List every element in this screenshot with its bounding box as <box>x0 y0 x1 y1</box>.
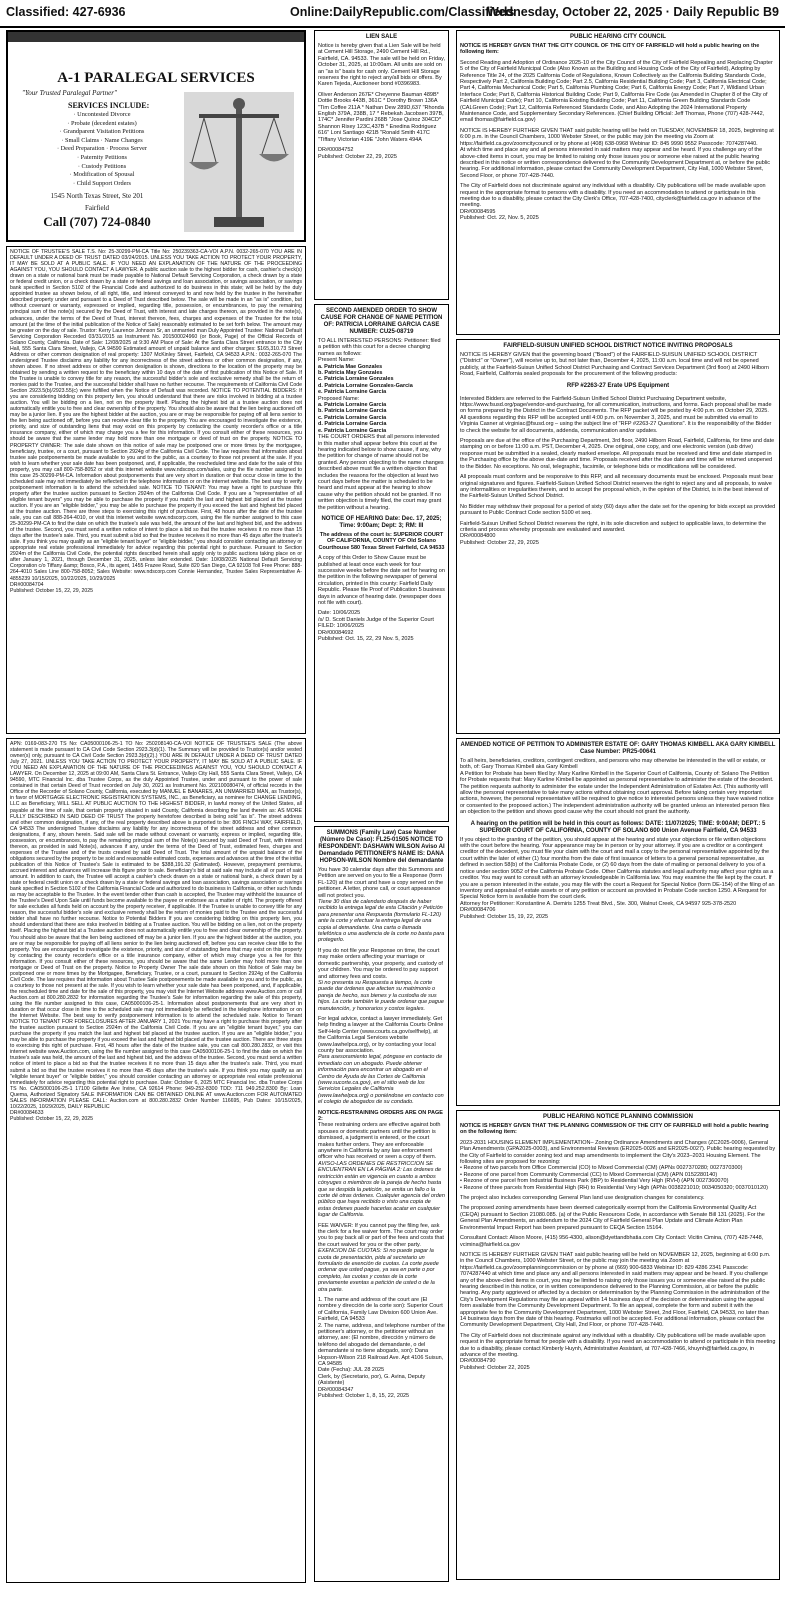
notice-id: DR#00084633 <box>10 1109 44 1116</box>
summons-p5-es: EXENCIÓN DE CUOTAS: Si no puede pagar la cuota de presentación, pida al secretario un formulario de exención de cuotas. La corte puede ordenar que usted pague, ya sea en parte o por completo, las cuotas y costas de la corte previamente exentas a petición de usted o de la otra parte. <box>318 1248 439 1293</box>
pr-attorney: Attorney for Petitioner: Konstantine A. Demiris 1255 Treat Blvd., Ste. 300, Walnut Creek, CA 94597 925-378-2520 <box>460 900 737 907</box>
pr-hearing: A hearing on the petition will be held in this court as follows: DATE: 11/07/2025; TIME: 9:00AM; DEPT.: 5 SUPERIOR COURT OF CALIFORNIA, COUNTY OF SOLANO 600 Union Avenue Fairfield, CA 94533 <box>470 820 766 834</box>
ad-service: · Child Support Orders <box>73 179 131 187</box>
notice-published: Published: October 22, 29, 2025 <box>460 539 539 546</box>
pc-p4: The proposed zoning amendments have been deemed categorically exempt from the California Environmental Quality Act (CEQA) pursuant to Section 21080.085. (a) of the Public Resources Code, in accordance with Senate Bill 131 (2025). For the General Plan Amendments, an addendum to the 2024 City of Fairfield General Plan Update and Climate Action Plan Environmental Impact Report has been prepared pursuant to CEQA Section 15164. <box>460 1205 765 1231</box>
ad-service: · Uncontested Divorce <box>73 111 131 118</box>
pr-p2: A Petition for Probate has been filed by: Mary Karline Kimbell in the Superior Court of California, County of: Solano The Petition for Probate requests that: Mary Karline Kimbell be appointed as personal representative to administer the estate of the decedent. The petition requests authority to administer the estate under the Independent Administration of Estates Act. (This authority will allow the personal representative to take many actions without obtaining court approval. Before taking certain very important actions, however, the personal representative will be required to give notice to interested persons unless they have waived notice or consented to the proposed action.) The independent administration authority will be granted unless an interested person files an objection to the petition and shows good cause why the court should not grant the authority. <box>460 770 774 816</box>
page-header <box>0 0 785 28</box>
ad-service: · Paternity Petitions <box>76 153 128 161</box>
ad-service: · Grandparent Visitation Petitions <box>59 128 145 136</box>
column-b <box>314 30 449 1595</box>
paralegal-ad <box>6 30 306 242</box>
summons-p4: These restraining orders are effective against both spouses or domestic partners until the petition is dismissed, a judgment is entered, or the court makes further orders. They are enforceable anywhere in California by any law enforcement officer who has received or seen a copy of them. <box>318 1122 441 1161</box>
notice-id: DR#00084790 <box>460 1358 496 1365</box>
fs-p4: All proposals must conform and be responsive to this RFP, and all necessary documents must be enclosed. Proposals must bear original signatures and figures. Fairfield-Suisun Unified School District reserves the right to reject any and all proposals, to waive any informalities or irregularities therein, and to accept the proposal which, in the opinion of the District, is in the best interest of the Fairfield-Suisun Unified School District. <box>460 474 774 500</box>
notice-body: Notice is hereby given that a Lien Sale will be held at Cement Hill Storage, 2490 Cement Hill Rd., Fairfield, CA. 94533. The sale will be held on Friday, October 31, 2025, at 10:00am. All units are sold on an "as is" basis for cash only. Cement Hill Storage reserves the right to reject any/all bids or offers. By Karen Tejeda, Auctioneer bond #0396983. <box>318 43 445 88</box>
notice-published: Published: October 15, 19, 22, 2025 <box>460 913 549 920</box>
notice-title: SUMMONS (Family Law) Case Number (Número De Caso): FL25-01505 NOTICE TO RESPONDENT: DASHAWN WILSON Aviso Al Demandado PETITIONER'S NAME IS: DANA HOPSON-WILSON Nombre del demandante <box>318 830 445 864</box>
pc-site: • Rezone of one parcel from Industrial Business Park (IBP) to Residential Very High (RVH) (APN 0027360070) <box>460 1178 729 1185</box>
notice-id: DR#00084752 <box>318 147 354 154</box>
summons-p2: If you do not file your Response on time, the court may make orders affecting your marriage or domestic partnership, your property, and custody of your children. You may be ordered to pay support and attorney fees and costs. <box>318 947 443 980</box>
summons-p3: For legal advice, contact a lawyer immediately. Get help finding a lawyer at the California Courts Online Self-Help Center (www.courts.ca.gov/selfhelp), at the California Legal Services website (www.lawhelpca.org), or by contacting your local county bar association. <box>318 1015 444 1054</box>
present-name: c. Patricia Lorraine Gonzales <box>318 376 394 383</box>
trustee-sale-notice-2 <box>6 738 306 1583</box>
summons-p4-es: AVISO-LAS ÓRDENES DE RESTRICCIÓN SE ENCUENTRAN EN LA PÁGINA 2: Las órdenes de restricción están en vigencia en cuanto a ambos cónyuges o miembros de la pareja de hecho hasta que se despida la petición, se emita un fallo o la corte dé otras órdenes. Cualquier agencia del orden público que haya recibido o visto una copia de estas órdenes puede hacerlas acatar en cualquier lugar de California. <box>318 1160 445 1219</box>
present-name: b. Patricia May Gonzales <box>318 370 383 377</box>
present-name: a. Patricia Mae Gonzales <box>318 363 383 370</box>
issue-date: Wednesday, October 22, 2025 · Daily Republic B9 <box>486 5 779 19</box>
pc-p5: Consultant Contact: Alison Moore, (415) 956-4300, alison@dyettandbhatia.com City Contact: Vicitin Cimina, (707) 428-7448, vcimina@fairfield.ca.gov <box>460 1235 764 1248</box>
ph-p1: NOTICE IS HEREBY GIVEN THAT THE CITY COUNCIL OF THE CITY OF FAIRFIELD will hold a public hearing on the following item: <box>460 43 760 56</box>
hearing-title: NOTICE OF HEARING Date: Dec. 17, 2025; Time: 9:00am; Dept: 3; RM: III <box>321 515 442 529</box>
notice-id: DR#00084595 <box>460 208 496 215</box>
osc-body: THE COURT ORDERS that all persons interested in this matter shall appear before this court at the hearing indicated below to show cause, if any, why the petition for change of name should not be granted. Any person objecting to the name changes described above must file a written objection that includes the reasons for the objection at least two court days before the matter is scheduled to be heard and must appear at the hearing to show cause why the petition should not be granted. If no written objection is timely filed, the court may grant the petition without a hearing. <box>318 434 444 511</box>
name-change-notice <box>314 304 449 822</box>
osc-judge: /s/ D. Scott Daniels Judge of the Superior Court FILED: 10/06/2025 <box>318 616 434 630</box>
column-c <box>456 30 780 1595</box>
notice-title: PUBLIC HEARING CITY COUNCIL <box>570 34 666 40</box>
rfp-title: RFP #2263-27 Erate UPS Equipment <box>566 382 670 389</box>
fs-p6: Fairfield-Suisun Unified School District reserves the right, in its sole discretion and subject to applicable laws, to determine the criteria and process whereby proposals are evaluated and awarded. <box>460 520 767 533</box>
notice-body: APN: 0169-083-270 TS No: CA05000106-25-1 TO No: 250208140-CA-VOI NOTICE OF TRUSTEE'S SALE (The above statement is made pursuant to CA Civil Code Section 2923.3(d)(1). The Summary will be provided to Trustor(s) and/or vested owner(s) only, pursuant to CA Civil Code Section 2923.3(d)(2).) YOU ARE IN DEFAULT UNDER A DEED OF TRUST DATED July 27, 2021. UNLESS YOU TAKE ACTION TO PROTECT YOUR PROPERTY, IT MAY BE SOLD AT A PUBLIC SALE. IF YOU NEED AN EXPLANATION OF THE NATURE OF THE PROCEEDINGS AGAINST YOU, YOU SHOULD CONTACT A LAWYER. On December 12, 2025 at 09:00 AM, Santa Clara St. Entrance, Vallejo City Hall, 555 Santa Clara Street, Vallejo, CA 94590, MTC Financial Inc. dba Trustee Corps, as the duly Appointed Trustee, under and pursuant to the power of sale contained in that certain Deed of Trust recorded on July 30, 2021 as Instrument No. 202100080474, of official records in the Office of the Recorder of Solano County, California, executed by MANUEL E BANARES, AN UNMARRIED MAN, as Trustor(s), in favor of MORTGAGE ELECTRONIC REGISTRATION SYSTEMS, INC., as Beneficiary, as nominee for CHANGE LENDING, LLC as Beneficiary, WILL SELL AT PUBLIC AUCTION TO THE HIGHEST BIDDER, in lawful money of the United States, all payable at the time of sale, that certain property situated in said County, California describing the land therein as: AS MORE FULLY DESCRIBED IN SAID DEED OF TRUST The property heretofore described is being sold "as is". The street address and other common designation, if any, of the real property described above is purported to be: 806 FINCH WAY, FAIRFIELD, CA 94533 The undersigned Trustee disclaims any liability for any incorrectness of the street address and other common designations, if any, shown herein. Said sale will be made without covenant or warranty, express or implied, regarding title, possession, or encumbrances, to pay the remaining principal sum of the Note(s) secured by said Deed of Trust, with interest thereon, as provided in said Note(s), advances if any, under the terms of the Deed of Trust, estimated fees, charges and expenses of the Trustee and of the trusts created by said Deed of Trust. The total amount of the unpaid balance of the obligations secured by the property to be sold and reasonable estimated costs, expenses and advances at the time of the initial publication of this Notice of Trustee's Sale is estimated to be $388,191.32 (Estimated). However, prepayment premiums, accrued interest and advances will increase this figure prior to sale. Beneficiary's bid at said sale may include all or part of said amount. In addition to cash, the Trustee will accept a cashier's check drawn on a state or national bank, a check drawn by a state or federal credit union or a check drawn by a state or federal savings and loan association, savings association or savings bank specified in Section 5102 of the California Financial Code and authorized to do business in California, or other such funds as may be acceptable to the Trustee. In the event tender other than cash is accepted, the Trustee may withhold the issuance of the Trustee's Deed Upon Sale until funds become available to the payee or endorsee as a matter of right. The property offered for sale excludes all funds held on account by the property receiver, if applicable. If the Trustee is unable to convey title for any reason, the successful bidder's sole and exclusive remedy shall be the return of monies paid to the Trustee and the successful bidder shall have no further recourse. Notice to Potential Bidders If you are considering bidding on this property lien, you should understand that there are risks involved in bidding at a Trustee auction. You will be bidding on a lien, not on the property itself. Placing the highest bid at a Trustee auction does not automatically entitle you to free and clear ownership of the property. You should also be aware that the lien being auctioned off may be a junior lien. If you are the highest bidder at the auction, you are or may be responsible for paying off all liens senior to the lien being auctioned off, before you can receive clear title to the property. You are encouraged to investigate the existence, priority, and size of outstanding liens that may exist on this property by contacting the county recorder's office or a title insurance company, either of which may charge you a fee for this information. If you consult either of these resources, you should be aware that the same Lender may hold more than one mortgage or Deed of Trust on the property. Notice to Property Owner The sale date shown on this Notice of Sale may be postponed one or more times by the Mortgagee, Beneficiary, Trustee, or a court, pursuant to Section 2924g of the California Civil Code. The law requires that information about Trustee Sale postponements be made available to you and to the public, as a courtesy to those not present at the sale. If you wish to learn whether your sale date has been postponed, and, if applicable, the rescheduled time and date for the sale of this property, you may visit the Internet Website address www.Auction.com or call Auction.com at 800.280.2832 for information regarding the Trustee's Sale for information regarding the sale of this property, using the file number assigned to this case, CA05000106-25-1. Information about postponements that are very short in duration or that occur close in time to the scheduled sale may not immediately be reflected in the telephone information or on the Internet Website. The best way to verify postponement information is to attend the scheduled sale. Notice to Tenant NOTICE TO TENANT FOR FORECLOSURES AFTER JANUARY 1, 2021 You may have a right to purchase this property after the trustee auction pursuant to Section 2924m of the California Civil Code. If you are an "eligible tenant buyer," you can purchase the property if you match the last and highest bid placed at the trustee auction. If you are an "eligible bidder," you may be able to purchase the property if you exceed the last and highest bid placed at the trustee auction. There are three steps to exercising this right of purchase. First, 48 hours after the date of the trustee sale, you can call 800.280.2832, or visit this internet website www.Auction.com, using the file number assigned to this case CA05000106-25-1 to find the date on which the trustee's sale was held, the amount of the last and highest bid, and the address of the trustee. Second, you must send a written notice of intent to place a bid so that the trustee receives it no more than 15 days after the trustee's sale. Third, you must submit a bid so that the trustee receives it no more than 45 days after the trustee's sale. If you think you may qualify as an "eligible tenant buyer" or "eligible bidder," you should consider contacting an attorney or appropriate real estate professional immediately for advice regarding this potential right to purchase. Date: October 6, 2025 MTC Financial Inc. dba Trustee Corps TS No. CA05000106-25-1 17100 Gillette Ave Irvine, CA 92614 Phone: 949-252-8300 TDD: 711 949.252.8300 By: Loan Quema, Authorized Signatory SALE INFORMATION CAN BE OBTAINED ONLINE AT www.Auction.com FOR AUTOMATED SALES INFORMATION PLEASE CALL: Auction.com at 800.280.2832 Order Number 116695, Pub Dates: 10/15/2025, 10/22/2025, 10/29/2025, DAILY REPUBLIC <box>10 741 302 1110</box>
osc-copy: A copy of this Order to Show Cause must be published at least once each week for four successive weeks before the date set for hearing on the petition in the following newspaper of general circulation, printed in this county: Fairfield Daily Republic. Please file Proof of Publication 5 business days in advance of hearing date. (newspaper does not file with court). <box>318 555 445 607</box>
ad-phone[interactable]: Call (707) 724-0840 <box>43 214 151 230</box>
notice-published: Published: October 15, 22, 29, 2025 <box>10 1115 94 1122</box>
scales-of-justice-icon <box>184 92 294 232</box>
ad-services-list <box>42 111 162 188</box>
trustee-sale-notice-1 <box>6 246 306 734</box>
summons-p6: 1. The name and address of the court are (El nombre y dirección de la corte son): Superior Court of California, Family Law Division 600 Union Ave. Fairfield, CA 94533 <box>318 1297 443 1323</box>
notice-published: Published: October 1, 8, 15, 22, 2025 <box>318 1393 410 1400</box>
lien-units: Oliver Anderson 267E* Cheyenne Bauman 489B* Dottie Brooks 443B, 361C * Dorothy Brown 136A "Tim Coffee 211A * Nathan Dew 289D,637 "Rhonda English 379A, 238B, 17 * Rebekah Jacobsen 397B, 174C* Jennifer Pardini 268B "Jose Quiroz 304CD* Shannon Rixey 123C,437B * Enedina Rodriguez 616" Loni Santiago 421B "Ronald Smith 417C "Tiffany Victorian 419E "John Waters 494A <box>318 91 444 143</box>
proposed-name: e. Patricia Lorraine Garcia <box>318 427 387 434</box>
pc-p7: The City of Fairfield does not discriminate against any individual with a disability. City publications will be made available upon request in the appropriate format for people with a disability. If you need an accommodation to attend or participate in this meeting due to a disability, please contact Kimberly Huynh, Administrative Assistant, at 707-428-7466, khuynh@fairfield.ca.gov, in advance of the meeting. <box>460 1332 776 1358</box>
ad-top-band <box>8 32 304 42</box>
ad-services-title: SERVICES INCLUDE: <box>68 101 150 110</box>
probate-notice <box>456 738 780 1106</box>
pc-p6: NOTICE IS HEREBY FURTHER GIVEN THAT said public hearing will be held on NOVEMBER 12, 2025, beginning at 6:00 p.m. in the Council Chambers, 1000 Webster Street, or the public may join the meeting via Zoom at https://fairfield.ca.gov/zoomplanningcommission or by phone at (669) 900-6833 Webinar ID: 829 4286 2341 Passcode: 7074287440 at which time and place any and all persons interested in said matters may appear and be heard. If you challenge any of the above-cited items in court, you may be limited to raising only those issues you or someone else raised at the public hearing described in this notice, or in written correspondence delivered to the Planning Commission, at or before the public hearing. Any party aggrieved or affected by a decision or determination by the Planning Commission in the administration of the City's Development Regulations may file an appeal within 14 business days of the decision or determination using the appeal form available from the Community Development Department. To file an appeal, complete the form and submit it with the appropriate fee to the Community Development Department, 1000 Webster Street, 2nd Floor, Fairfield, CA 94533, no later than 14 business days from the date of this hearing. Postmarks will not be accepted. For additional information, please contact the Community Development Department, City Hall, 2nd Floor, or phone 707-428-7440. <box>460 1251 771 1329</box>
notice-title: LIEN SALE <box>365 34 398 40</box>
summons-notice <box>314 826 449 1582</box>
summons-p7: 2. The name, address, and telephone number of the petitioner's attorney, or the petitioner without an attorney, are: (El nombre, dirección y número de teléfono del abogado del demandante, o del demandante si no tiene abogado, son): Dana Hopson-Wilson 218 Railroad Ave. Apt 4106 Suisun, CA 94585 <box>318 1322 445 1368</box>
pc-p3: The project also includes corresponding General Plan land use designation changes for consistency. <box>460 1195 705 1202</box>
pc-site: • Rezone of three parcels from Residential High (RH) to Residential Very High (APNs 0038221010; 0034050320; 0037010120) <box>460 1184 768 1191</box>
ad-address: 1545 North Texas Street, Ste 201 <box>50 192 144 201</box>
summons-date: Date (Fecha): JUL 28 2025 <box>318 1367 385 1374</box>
present-label: Present Name: <box>318 357 355 364</box>
ad-service: · Custody Petitions <box>77 162 127 170</box>
ph-p3: NOTICE IS HEREBY FURTHER GIVEN THAT said public hearing will be held on TUESDAY, NOVEMBER 18, 2025, beginning at 6:00 p.m. in the Council Chambers, 1000 Webster Street, or the public may join the meeting via Zoom at https://fairfield.ca.gov/zoomcitycouncil or by phone at (408) 638-0968 Webinar ID: 845 9990 9552 Passcode: 7074287440. <box>460 127 774 147</box>
fs-p1: NOTICE IS HEREBY GIVEN that the governing board ("Board") of the FAIRFIELD-SUISUN UNIFIED SCHOOL DISTRICT ("District" or "Owner"), will receive up to, but not later than, December 4, 2025, 11:00 a.m. local time and will not be opened publicly, at the Fairfield-Suisun Unified School District Purchasing and Contract Services Department (3rd floor) at 2490 Hilborn Road, Fairfield, California sealed proposals for the procurement of the following products: <box>460 352 769 378</box>
ad-service: · Small Claims · Name Changes <box>61 136 143 144</box>
pc-p1: NOTICE IS HEREBY GIVEN THAT THE PLANNING COMMISSION OF THE CITY OF FAIRFIELD will hold a public hearing on the following item: <box>460 1123 769 1136</box>
ad-city: Fairfield <box>84 204 110 213</box>
proposed-name: c. Patricia Lorraine Garcia <box>318 414 387 421</box>
ph-p4: At which time and place any and all persons interested in said matters may appear and be heard. If you challenge any of the above-cited items in court, you may be limited to raising only those issues you or someone else raised at the public hearing described in this notice or written correspondence delivered to the Community Development Department at, or before the public hearing. For additional information, please contact the Community Development Department, City Hall, 1000 Webster Street, Second Floor, or phone 707-428-7440. <box>460 147 770 179</box>
summons-p3-es: Para asesoramiento legal, póngase en contacto de inmediato con un abogado. Puede obtener información para encontrar un abogado en el Centro de Ayuda de las Cortes de California (www.sucorte.ca.gov), en el sitio web de los Servicios Legales de California (www.lawhelpca.org) o poniéndose en contacto con el colegio de abogados de su condado. <box>318 1054 444 1106</box>
notice-published: Published: October 15, 22, 29, 2025 <box>10 587 94 594</box>
pc-p2: 2023-2031 HOUSING ELEMENT IMPLEMENTATION– Zoning Ordinance Amendments and Changes (ZC2025-0006), General Plan Amendments (GPA2025-0003), and Environmental Reviews (ER2025-0026 and ER2025-0027). Public hearing requested by the City of Fairfield to consider zoning text and map amendments to implement the City's 2023–2031 Housing Element. The following sites are proposed for rezoning: <box>460 1139 776 1166</box>
column-a <box>6 30 306 1595</box>
summons-p1: You have 30 calendar days after this Summons and Petition are served on you to file a Response (form FL-120) at the court and have a copy served on the petitioner. A letter, phone call, or court appearance will not protect you. <box>318 867 444 899</box>
notice-body: NOTICE OF TRUSTEE'S SALE T.S. No: 25-30299-PM-CA Title No: 250239363-CA-VOI A.P.N. 0032-265-070 YOU ARE IN DEFAULT UNDER A DEED OF TRUST DATED 03/24/2015. UNLESS YOU TAKE ACTION TO PROTECT YOUR PROPERTY, IT MAY BE SOLD AT A PUBLIC SALE. IF YOU NEED AN EXPLANATION OF THE NATURE OF THE PROCEEDING AGAINST YOU, YOU SHOULD CONTACT A LAWYER. A public auction sale to the highest bidder for cash, cashier's check(s) drawn on a state or national bank must be made payable to National Default Servicing Corporation, a check drawn by a state or federal credit union, or a check drawn by a state or federal savings and loan association, or savings association, or savings bank specified in Section 5102 of the Financial Code and authorized to do business in this state; will be held by the duly appointed trustee as shown below, of all right, title, and interest conveyed to and now held by the trustee in the hereinafter described property under and pursuant to a Deed of Trust described below. The sale will be made in an "as is" condition, but without covenant or warranty, expressed or implied, regarding title, possession, or encumbrances, to pay the remaining principal sum of the note(s) secured by the Deed of Trust, with interest and late charges thereon, as provided in the note(s), advances, under the terms of the Deed of Trust, interest thereon, fees, charges and expenses of the Trustee for the total amount (at the time of the initial publication of the Notice of Sale) reasonably estimated to be set forth below. The amount may be greater on the day of sale. Trustor: Kerry Laurence Johnson Sr, an unmarried man Duly Appointed Trustee: National Default Servicing Corporation Recorded 03/31/2015 as Instrument No. 201500024960 (or Book, Page) of the Official Records of Solano County, California. Date of Sale: 12/08/2025 at 9:30 AM Place of Sale: At the Santa Clara Street entrance to the City Hall, 555 Santa Clara Street, Vallejo, CA 94590 Estimated amount of unpaid balance and other charges: $165,310.73 Street Address or other common designation of real property: 1307 McKinley Street, Fairfield, CA 94533 A.P.N.: 0032-265-070 The undersigned Trustee disclaims any liability for any incorrectness of the street address or other common designation, if any, shown above. If no street address or other common designation is shown, directions to the location of the property may be obtained by sending a written request to the beneficiary within 10 days of the date of first publication of this Notice of Sale. If the Trustee is unable to convey title for any reason, the successful bidder's sole and exclusive remedy shall be the return of monies paid to the Trustee, and the successful bidder shall have no further recourse. The requirements of California Civil Code Section 2923.5(b)/2923.55(c) were fulfilled when the Notice of Default was recorded. NOTICE TO POTENTIAL BIDDERS: If you are considering bidding on this property lien, you should understand that there are risks involved in bidding at a trustee auction. You will be bidding on a lien, not on the property itself. Placing the highest bid at a trustee auction does not automatically entitle you to free and clear ownership of the property. You should also be aware that the lien being auctioned off may be a junior lien. If you are the highest bidder at the auction, you are or may be responsible for paying off all liens senior to the lien being auctioned off, before you can receive clear title to the property. You are encouraged to investigate the existence, priority, and size of outstanding liens that may exist on this property by contacting the county recorder's office or a title insurance company, either of which may charge you a fee for this information. If you consult either of these resources, you should be aware that the same lender may hold more than one mortgage or deed of trust on the property. NOTICE TO PROPERTY OWNER: The sale date shown on this notice of sale may be postponed one or more times by the mortgagee, beneficiary, trustee, or a court, pursuant to Section 2924g of the California Civil Code. The law requires that information about trustee sale postponements be made available to you and to the public, as a courtesy to those not present at the sale. If you wish to learn whether your sale date has been postponed, and, if applicable, the rescheduled time and date for the sale of this property, you may call 800-758-8052 or visit this internet website www.ndscorp.com/sales, using the file number assigned to this case 25-30299-PM-CA. Information about postponements that are very short in duration or that occur close in time to the scheduled sale may not immediately be reflected in the telephone information or on the internet website. The best way to verify postponement information is to attend the scheduled sale. NOTICE TO TENANT: You may have a right to purchase this property after the trustee auction pursuant to Section 2924m of the California Civil Code. If you are a "representative of all eligible tenant buyers" you may be able to purchase the property if you match the last and highest bid placed at the trustee auction. If you are an "eligible bidder," you may be able to purchase the property if you exceed the last and highest bid placed at the trustee auction. There are three steps to exercising this right of purchase. First, 48 hours after the date of the trustee sale, you can call 888-264-4010, or visit this internet website www.ndscorp.com, using the file number assigned to this case 25-30299-PM-CA to find the date on which the trustee's sale was held, the amount of the last and highest bid, and the address of the trustee. Second, you must send a written notice of intent to place a bid so that the trustee receives it no more than 15 days after the trustee's sale. Third, you must submit a bid so that the trustee receives it no more than 45 days after the trustee's sale. If you think you may qualify as an "eligible tenant buyer" or "eligible bidder," you should consider contacting an attorney or appropriate real estate professional immediately for advice regarding this potential right to purchase. Pursuant to Section 2924m of the California Civil Code, the potential rights described herein shall apply only to public auctions taking place on or after January 1, 2021, through December 31, 2025, unless later extended. Date: 10/08/2025 National Default Servicing Corporation c/o Tiffany &amp; Bosco, P.A., its agent, 1455 Frazee Road, Suite 820 San Diego, CA 92108 Toll Free Phone: 888-264-4010 Sales Line 800-758-8052; Sales Website: www.ndscorp.com Connie Hernandez, Trustee Sales Representative A-4855239 10/15/2025, 10/22/2025, 10/29/2025 <box>10 249 302 582</box>
osc-intro: TO ALL INTERESTED PERSONS: Petitioner: filed a petition with this court for a decree changing names as follows: <box>318 338 441 357</box>
fsusd-proposal-notice <box>456 339 780 734</box>
ad-service: · Probate (decedent estates) <box>67 119 137 127</box>
notice-id: DR#00084704 <box>10 581 44 588</box>
notice-id: DR#00084347 <box>318 1386 354 1393</box>
present-name: d. Patricia Lorraine Gonzales-Garcia <box>318 382 413 389</box>
pc-site: • Rezone of one parcel from Community Commercial (CC) to Mixed Commercial (CM) (APN 0152280140) <box>460 1171 718 1178</box>
ad-firm-name: A-1 PARALEGAL SERVICES <box>57 70 255 86</box>
notice-published: Published: Oct. 22, Nov. 5, 2025 <box>460 215 539 222</box>
summons-clerk: Clerk, by (Secretario, por), G. Avina, Deputy (Asistente) <box>318 1373 426 1387</box>
notice-id: DR#00084692 <box>318 629 354 636</box>
notice-title: FAIRFIELD-SUISUN UNIFIED SCHOOL DISTRICT NOTICE INVITING PROPOSALS <box>503 343 733 349</box>
proposed-name: b. Patricia Lorraine Garcia <box>318 408 387 415</box>
osc-date: Date: 10/06/2025 <box>318 610 361 617</box>
summons-p5: FEE WAIVER: If you cannot pay the filing fee, ask the clerk for a fee waiver form. The court may order you to pay back all or part of the fees and costs that the court waived for you or the other party. <box>318 1222 444 1248</box>
pc-site: • Rezone of two parcels from Office Commercial (CO) to Mixed Commercial (CM) (APNs 0027370280; 0027370300) <box>460 1165 743 1172</box>
planning-commission-notice <box>456 1110 780 1580</box>
summons-p2-es: Si no presenta su Respuesta a tiempo, la corte puede dar órdenes que afecten su matrimonio o pareja de hecho, sus bienes y la custodia de sus hijos. La corte también le puede ordenar que pague manutención, y honorarios y costos legales. <box>318 979 444 1012</box>
proposed-name: d. Patricia Lorraine Garcia <box>318 421 387 428</box>
ad-service: · Deed Preparation · Process Server <box>56 145 148 153</box>
ph-p2: Second Reading and Adoption of Ordinance 2025-10 of the City Council of the City of Fairfield Repealing and Replacing Chapter 5 of the City of Fairfield Municipal Code (Also Known as the Building and Housing Code of the City of Fairfield), Adopting by Reference Title 24, of the 2025 California Code of Regulations, Known Collectively as the California Building Standards Code, Respectively Part 2, California Building Code; Part 2.5, California Residential Building Code; Part 3, California Electrical Code; Part 4, California Mechanical Code; Part 5, California Plumbing Code; Part 6, California Energy Code; Part 7, Wildland Urban Interface Code; Part 8, California Historical Building Code; Part 9, California Fire Code (as Amended in Chapter 8 of the City of Fairfield Municipal Code); Part 10, California Existing Building Code; Part 11, California Green Building Standards Code (CALGreen Code); Part 12, California Referenced Standards Code, and Also Adopting the 2024 International Property Maintenance Code, and Supplementary Secondary References. (Chief Building Official: Jeff Thomas, Phone (707) 428-7442, email thomas@fairfield.ca.gov) <box>460 59 773 124</box>
ph-p5: The City of Fairfield does not discriminate against any individual with a disability. City publications will be made available upon request in the appropriate format to persons with a disability. If you need an accommodation to attend or participate in this meeting due to a disability, please contact the City Clerk's Office, 707-428-7400, cityclerk@fairfield.ca.gov in advance of the meeting. <box>460 183 766 209</box>
ad-tagline: "Your Trusted Paralegal Partner" <box>22 89 117 97</box>
notice-title: AMENDED NOTICE OF PETITION TO ADMINISTER ESTATE OF: GARY THOMAS KIMBELL AKA GARY KIMBELL Case Number: PR25-00641 <box>460 742 776 755</box>
present-name: e. Patricia Lorraine Garcia <box>318 389 387 396</box>
fs-p2: Interested Bidders are referred to the Fairfield-Suisun Unified School District Purchasing Department website, https://www.fsusd.org/page/vendor-and-purchasing, for all communication, instructions, and forms. Each proposal shall be made on forms prepared by the District in the Contract Documents. The RFP packet will be posted by 4:00 p.m. on October 29, 2025. All questions regarding this RFP will be accepted until 4:00 p.m. on November 3, 2025, and must be submitted via email to Virginia Casner at virginiac@fsusd.org – using the subject line of "RFP #2263-27 Questions". It is the responsibility of the Bidder to check the website for all documents, addenda, communication and/or updates. <box>460 395 772 434</box>
notice-published: Published: Oct. 15, 22, 29 Nov. 5, 2025 <box>318 636 414 643</box>
notice-id: DR#00084800 <box>460 533 496 540</box>
classified-phone: Classified: 427-6936 <box>6 5 126 19</box>
summons-p1-es: Tiene 30 días de calendario después de haber recibido la entrega legal de esta Citación y Petición para presentar una Respuesta (formulario FL-120) ante la corte y efectuar la entrega legal de una copia al demandante. Una carta o llamada telefónica o una audiencia de la corte no basta para protegerlo. <box>318 899 445 944</box>
notice-published: Published: October 22, 2025 <box>460 1364 530 1371</box>
pr-p1: To all heirs, beneficiaries, creditors, contingent creditors, and persons who may otherwise be interested in the will or estate, or both, of: Gary Thomas Kimbell aka Gary Kimbell <box>460 758 766 771</box>
notice-published: Published: October 22, 29, 2025 <box>318 153 397 160</box>
ad-service: · Modification of Spousal <box>69 171 135 179</box>
notice-title: SECOND AMENDED ORDER TO SHOW CAUSE FOR CHANGE OF NAME PETITION OF: PATRICIA LORRAINE GARCIA CASE NUMBER: CU25-08719 <box>320 308 443 335</box>
proposed-name: a. Patricia Lorraine Garcia <box>318 402 387 409</box>
proposed-label: Proposed Name: <box>318 395 360 402</box>
lien-sale-notice <box>314 30 449 300</box>
restraining-title: NOTICE-RESTRAINING ORDERS ARE ON PAGE 2: <box>318 1109 443 1123</box>
notice-title: PUBLIC HEARING NOTICE PLANNING COMMISSION <box>542 1114 693 1120</box>
city-council-hearing-notice <box>456 30 780 335</box>
site-url[interactable]: Online:DailyRepublic.com/Classifieds <box>290 5 515 19</box>
hearing-address: The address of the court is: SUPERIOR COURT OF CALIFORNIA, COUNTY OF Old Solano Courthouse 580 Texas Street Fairfield, CA 94533 <box>318 531 445 551</box>
fs-p5: No Bidder may withdraw their proposal for a period of sixty (60) days after the date set for the opening for bids except as provided pursuant to Public Contract Code section 5100 et seq. <box>460 503 776 517</box>
pr-p3: If you object to the granting of the petition, you should appear at the hearing and state your objections or file written objections with the court before the hearing. Your appearance may be in person or by your attorney. If you are a creditor or a contingent creditor of the decedent, you must file your claim with the court and mail a copy to the personal representative appointed by the court within the later of either (1) four months from the date of first issuance of letters to a general personal representative, as defined in section 58(b) of the California Probate Code, or (2) 60 days from the date of mailing or personal delivery to you of a notice under section 9052 of the California Probate Code. Other California statutes and legal authority may affect your rights as a creditor. You may want to consult with an attorney knowledgeable in California law. You may examine the file kept by the court. If you are a person interested in the estate, you may file with the court a Request for Special Notice (form DE-154) of the filing of an inventory and appraisal of estate assets or of any petition or account as provided in Probate Code section 1250. A Request for Special Notice form is available from the court clerk. <box>460 836 775 901</box>
notice-id: DR#00084706 <box>460 907 496 914</box>
fs-p3: Proposals are due at the office of the Purchasing Department, 3rd floor, 2490 Hilborn Road, Fairfield, California, for time and date stamping on or before 11:00 a.m. PST, December 4, 2025. One original, one copy, and one electronic version (usb drive) response must be submitted in a sealed, clearly marked envelope. All proposals must be received and time and date stamped in the Purchasing office by the above due-date and time. Proposals received after the due date and time will be returned unopened to the Bidder. No exceptions. No oral, telegraphic, facsimile, or telephone bids or modifications will be considered. <box>460 438 775 470</box>
